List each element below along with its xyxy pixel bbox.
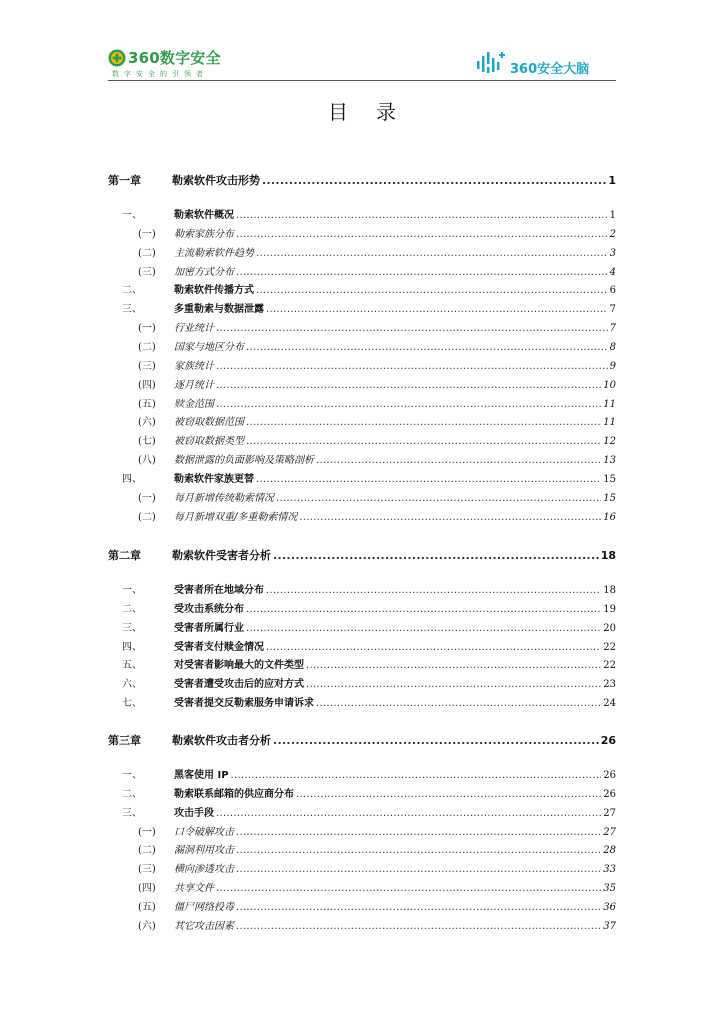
toc-entry-page: 11 — [603, 398, 616, 410]
toc-entry-page: 35 — [603, 883, 616, 895]
toc-section-entry[interactable] — [108, 659, 616, 673]
toc-leader-dots — [296, 788, 601, 802]
toc-subsection-entry[interactable] — [108, 901, 616, 915]
toc-entry-page: 7 — [609, 304, 616, 316]
toc-entry-number: (四) — [138, 379, 156, 391]
toc-subsection-entry[interactable] — [108, 266, 616, 280]
toc-subsection-entry[interactable] — [108, 920, 616, 934]
toc-leader-dots — [256, 473, 601, 487]
toc-entry-number: (二) — [138, 341, 156, 353]
toc-entry-title: 多重勒索与数据泄露 — [174, 304, 264, 316]
brain-bars-icon — [476, 50, 506, 76]
toc-leader-dots — [246, 341, 608, 355]
toc-subsection-entry[interactable] — [108, 398, 616, 412]
toc-leader-dots — [236, 266, 608, 280]
toc-leader-dots — [216, 360, 608, 374]
toc-entry-number: 三、 — [122, 622, 142, 634]
toc-entry-page: 22 — [603, 660, 616, 672]
toc-entry-title: 受攻击系统分布 — [174, 603, 244, 615]
toc-entry-number: 一、 — [122, 770, 142, 781]
toc-section-entry[interactable] — [108, 641, 616, 655]
toc-leader-dots — [246, 416, 601, 430]
toc-entry-page: 7 — [609, 323, 616, 335]
toc-section-entry[interactable] — [108, 584, 616, 598]
toc-entry-page: 27 — [603, 807, 616, 819]
toc-entry-page: 24 — [603, 698, 616, 710]
toc-entry-number: 一、 — [122, 585, 142, 596]
toc-subsection-entry[interactable] — [108, 435, 616, 449]
toc-entry-title: 勒索软件攻击形势 — [172, 174, 260, 187]
toc-section-entry[interactable] — [108, 697, 616, 711]
toc-section-entry[interactable] — [108, 788, 616, 802]
toc-entry-number: 第一章 — [108, 174, 141, 187]
toc-entry-title: 主流勒索软件趋势 — [174, 247, 254, 259]
toc-entry-page: 18 — [603, 585, 616, 596]
toc-section-entry[interactable] — [108, 209, 616, 223]
toc-leader-dots — [262, 174, 606, 188]
toc-entry-title: 每月新增双重/多重勒索情况 — [174, 511, 298, 523]
toc-subsection-entry[interactable] — [108, 492, 616, 506]
toc-leader-dots — [266, 584, 601, 598]
shield-plus-icon — [108, 49, 126, 67]
toc-entry-number: (四) — [138, 883, 156, 895]
toc-entry-number: 四、 — [122, 473, 142, 485]
toc-entry-title: 受害者支付赎金情况 — [174, 641, 264, 653]
toc-entry-title: 家族统计 — [174, 360, 214, 372]
toc-entry-title: 口令破解攻击 — [174, 826, 234, 838]
toc-subsection-entry[interactable] — [108, 454, 616, 468]
toc-subsection-entry[interactable] — [108, 826, 616, 840]
toc-entry-number: 七、 — [122, 698, 142, 710]
toc-entry-page: 15 — [603, 492, 616, 504]
toc-leader-dots — [236, 920, 601, 934]
toc-subsection-entry[interactable] — [108, 379, 616, 393]
toc-entry-title: 赎金范围 — [174, 398, 214, 410]
toc-leader-dots — [276, 492, 601, 506]
toc-entry-number: (三) — [138, 864, 156, 876]
toc-entry-page: 3 — [609, 247, 616, 259]
toc-entry-page: 15 — [603, 473, 616, 485]
toc-section-entry[interactable] — [108, 678, 616, 692]
toc-entry-title: 被窃取数据范围 — [174, 417, 244, 429]
toc-entry-title: 横向渗透攻击 — [174, 864, 234, 876]
toc-entry-number: (七) — [138, 436, 156, 448]
toc-entry-page: 18 — [600, 549, 616, 562]
toc-leader-dots — [266, 303, 608, 317]
toc-section-entry[interactable] — [108, 807, 616, 821]
toc-entry-number: (二) — [138, 511, 156, 523]
toc-entry-title: 逐月统计 — [174, 379, 214, 391]
toc-entry-number: 第三章 — [108, 734, 141, 747]
toc-entry-title: 加密方式分布 — [174, 266, 234, 278]
toc-entry-title: 国家与地区分布 — [174, 341, 244, 353]
toc-entry-title: 攻击手段 — [174, 807, 214, 819]
toc-entry-title: 僵尸网络投毒 — [174, 901, 234, 913]
toc-entry-number: 二、 — [122, 788, 142, 800]
toc-entry-title: 受害者遭受攻击后的应对方式 — [174, 679, 304, 691]
toc-section-entry[interactable] — [108, 769, 616, 783]
toc-entry-number: 三、 — [122, 807, 142, 819]
toc-leader-dots — [316, 697, 601, 711]
toc-entry-page: 20 — [603, 622, 616, 634]
toc-leader-dots — [273, 549, 599, 563]
header-divider — [108, 80, 616, 81]
toc-entry-title: 受害者所属行业 — [174, 622, 244, 634]
toc-leader-dots — [256, 284, 608, 298]
toc-section-entry[interactable] — [108, 303, 616, 317]
toc-chapter-entry[interactable] — [108, 549, 616, 563]
toc-subsection-entry[interactable] — [108, 360, 616, 374]
toc-chapter-entry[interactable] — [108, 734, 616, 748]
toc-leader-dots — [236, 209, 608, 223]
toc-entry-title: 受害者提交反勒索服务申请诉求 — [174, 698, 314, 710]
toc-entry-title: 其它攻击因素 — [174, 920, 234, 932]
toc-leader-dots — [273, 734, 599, 748]
toc-leader-dots — [316, 454, 601, 468]
toc-leader-dots — [216, 398, 601, 412]
toc-entry-page: 33 — [603, 864, 616, 876]
toc-entry-page: 13 — [603, 455, 616, 467]
toc-entry-page: 2 — [609, 228, 616, 240]
toc-entry-title: 勒索软件攻击者分析 — [172, 734, 271, 747]
toc-entry-title: 勒索软件概况 — [174, 210, 234, 221]
toc-title: 目录 — [328, 100, 424, 124]
toc-entry-number: (八) — [138, 455, 156, 467]
toc-leader-dots — [236, 228, 608, 242]
toc-section-entry[interactable] — [108, 622, 616, 636]
toc-leader-dots — [216, 807, 601, 821]
toc-subsection-entry[interactable] — [108, 341, 616, 355]
toc-section-entry[interactable] — [108, 603, 616, 617]
left-slogan: 数字安全的引领者 — [112, 70, 208, 78]
toc-entry-title: 共享文件 — [174, 883, 214, 895]
toc-leader-dots — [306, 659, 601, 673]
toc-subsection-entry[interactable] — [108, 247, 616, 261]
toc-entry-title: 勒索软件传播方式 — [174, 285, 254, 297]
toc-entry-page: 26 — [600, 734, 616, 747]
toc-entry-number: 二、 — [122, 285, 142, 297]
toc-entry-title: 漏洞利用攻击 — [174, 845, 234, 857]
toc-section-entry[interactable] — [108, 473, 616, 487]
toc-entry-title: 受害者所在地域分布 — [174, 585, 264, 596]
toc-leader-dots — [236, 826, 601, 840]
toc-entry-page: 36 — [603, 901, 616, 913]
toc-entry-number: 第二章 — [108, 549, 141, 562]
toc-subsection-entry[interactable] — [108, 844, 616, 858]
toc-entry-number: 五、 — [122, 660, 142, 672]
toc-entry-number: (一) — [138, 492, 156, 504]
toc-entry-number: (一) — [138, 826, 156, 838]
toc-entry-number: 六、 — [122, 679, 142, 691]
toc-entry-page: 11 — [603, 417, 616, 429]
toc-leader-dots — [216, 322, 608, 336]
toc-entry-number: 一、 — [122, 210, 142, 221]
toc-entry-page: 22 — [603, 641, 616, 653]
logo-360-digital-security — [108, 46, 308, 80]
toc-entry-page: 37 — [603, 920, 616, 932]
toc-entry-page: 16 — [603, 511, 616, 523]
toc-entry-title: 勒索家族分布 — [174, 228, 234, 240]
toc-entry-title: 行业统计 — [174, 323, 214, 335]
toc-leader-dots — [231, 769, 602, 783]
toc-entry-page: 1 — [609, 210, 616, 221]
toc-entry-number: (五) — [138, 398, 156, 410]
toc-leader-dots — [236, 863, 601, 877]
toc-entry-title: 每月新增传统勒索情况 — [174, 492, 274, 504]
toc-entry-page: 19 — [603, 603, 616, 615]
toc-entry-title: 勒索联系邮箱的供应商分布 — [174, 788, 294, 800]
toc-leader-dots — [299, 511, 601, 525]
toc-subsection-entry[interactable] — [108, 416, 616, 430]
toc-subsection-entry[interactable] — [108, 322, 616, 336]
toc-chapter-entry[interactable] — [108, 174, 616, 188]
toc-leader-dots — [266, 641, 601, 655]
toc-entry-page: 4 — [609, 266, 616, 278]
toc-entry-page: 6 — [609, 285, 616, 297]
toc-entry-number: (一) — [138, 323, 156, 335]
toc-entry-page: 12 — [603, 436, 616, 448]
toc-leader-dots — [306, 678, 601, 692]
toc-entry-page: 8 — [609, 341, 616, 353]
toc-entry-page: 9 — [609, 360, 616, 372]
toc-entry-title: 对受害者影响最大的文件类型 — [174, 660, 304, 672]
toc-entry-number: (一) — [138, 228, 156, 240]
toc-entry-page: 1 — [608, 174, 616, 187]
toc-entry-number: (三) — [138, 266, 156, 278]
toc-subsection-entry[interactable] — [108, 863, 616, 877]
toc-entry-number: 二、 — [122, 603, 142, 615]
toc-entry-number: (六) — [138, 920, 156, 932]
toc-entry-page: 10 — [603, 379, 616, 391]
toc-entry-number: 三、 — [122, 304, 142, 316]
toc-subsection-entry[interactable] — [108, 511, 616, 525]
toc-leader-dots — [246, 603, 601, 617]
toc-entry-page: 26 — [603, 770, 616, 781]
toc-entry-title: 勒索软件受害者分析 — [172, 549, 271, 562]
toc-leader-dots — [216, 379, 601, 393]
toc-entry-title: 数据泄露的负面影响及策略剖析 — [174, 455, 314, 467]
toc-entry-number: (二) — [138, 845, 156, 857]
toc-entry-number: (六) — [138, 417, 156, 429]
toc-entry-page: 23 — [603, 679, 616, 691]
toc-subsection-entry[interactable] — [108, 228, 616, 242]
page-header — [108, 46, 616, 80]
toc-entry-title: 黑客使用 IP — [174, 770, 229, 781]
toc-entry-number: (五) — [138, 901, 156, 913]
left-brand: 360数字安全 — [128, 49, 221, 67]
toc-section-entry[interactable] — [108, 284, 616, 298]
toc-entry-page: 26 — [603, 788, 616, 800]
toc-leader-dots — [216, 882, 601, 896]
toc-entry-title: 被窃取数据类型 — [174, 436, 244, 448]
toc-leader-dots — [256, 247, 608, 261]
toc-leader-dots — [236, 844, 601, 858]
toc-leader-dots — [236, 901, 601, 915]
toc-leader-dots — [246, 435, 601, 449]
toc-entry-page: 27 — [603, 826, 616, 838]
toc-entry-number: (三) — [138, 360, 156, 372]
toc-leader-dots — [246, 622, 601, 636]
toc-entry-title: 勒索软件家族更替 — [174, 473, 254, 485]
toc-subsection-entry[interactable] — [108, 882, 616, 896]
toc-entry-page: 28 — [603, 845, 616, 857]
right-brand: 360安全大脑 — [510, 62, 590, 77]
toc-entry-number: 四、 — [122, 641, 142, 653]
logo-360-security-brain — [476, 50, 616, 78]
toc-entry-number: (二) — [138, 247, 156, 259]
